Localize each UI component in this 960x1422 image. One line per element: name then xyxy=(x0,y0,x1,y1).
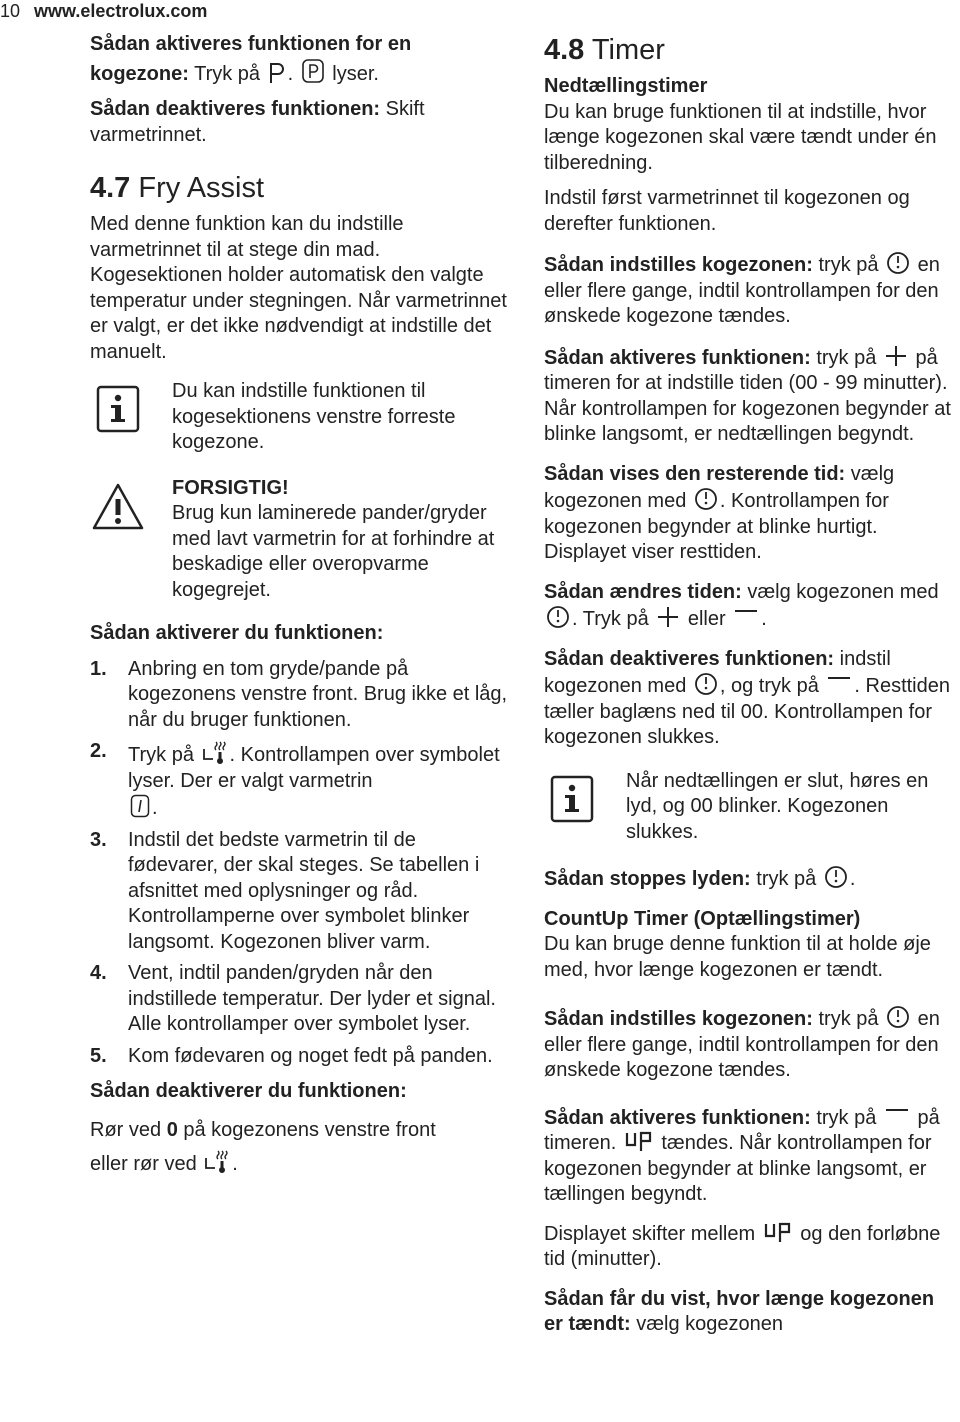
deactivate-instructions: Rør ved 0 på kogezonens venstre front eller rør ved . xyxy=(90,1118,436,1175)
countup-activate: Sådan aktiveres funktionen: tryk på på timeren. tændes. Når kontrollampen for kogezonen begynder at blinke langsomt, er tællingen begyndt. xyxy=(544,1104,958,1208)
timer-icon xyxy=(886,1005,910,1029)
caution-text: Brug kun laminerede pander/gryder med lavt varmetrin for at forhindre at beskadige eller overopvarme kogegrejet. xyxy=(172,502,495,601)
deactivate-heading: Sådan deaktiverer du funktionen: xyxy=(90,1080,407,1102)
left-column xyxy=(90,32,510,1181)
caution-body xyxy=(172,476,510,604)
fry-assist-description: Med denne funktion kan du indstille varmetrinnet til at stege din mad. Kogesektionen holder automatisk den valgte temperatur under stegningen. Når varmetrinnet er valgt, er det ikke nødvendigt at indstille det manuelt. xyxy=(90,213,507,363)
stop-sound: Sådan stoppes lyden: tryk på . xyxy=(544,865,958,893)
fry-assist-icon xyxy=(204,1148,230,1174)
display-toggle: Displayet skifter mellem og den forløbne tid (minutter). xyxy=(544,1222,941,1270)
page-number: 10 xyxy=(0,1,21,21)
countup-set-zone: Sådan indstilles kogezonen: tryk på en eller flere gange, indtil kontrollampen for den ønskede kogezone tændes. xyxy=(544,1005,958,1084)
change-time: Sådan ændres tiden: vælg kogezonen med . Tryk på eller . xyxy=(544,580,939,630)
intro-deactivate-label: Sådan deaktiveres funktionen: xyxy=(90,98,381,120)
list-item: 4. Vent, indtil panden/gryden når den indstillede temperatur. Der lyder et signal. Alle kontrollamper over symbolet lyser. xyxy=(90,962,496,1035)
timer-icon xyxy=(886,251,910,275)
fry-assist-icon xyxy=(202,739,228,765)
deactivate-countdown: Sådan deaktiveres funktionen: indstil kogezonen med , og tryk på . Resttiden tæller baglæns ned til 00. Kontrollampen for kogezonen slukkes. xyxy=(544,647,950,748)
page-header xyxy=(0,0,207,22)
caution-title: FORSIGTIG! xyxy=(172,476,289,499)
countdown-first: Indstil først varmetrinnet til kogezonen og derefter funktionen. xyxy=(544,187,910,235)
section-number: 4.8 xyxy=(544,34,585,66)
list-item: 1. Anbring en tom gryde/pande på kogezonens venstre front. Brug ikke et låg, når du bruger funktionen. xyxy=(90,657,508,731)
plus-icon xyxy=(884,344,908,368)
section-title: Fry Assist xyxy=(138,172,265,204)
set-zone: Sådan indstilles kogezonen: tryk på en eller flere gange, indtil kontrollampen for den ønskede kogezone tændes. xyxy=(544,251,958,330)
intro-activate: Sådan aktiveres funktionen for en kogezone: Tryk på . lyser. xyxy=(90,33,412,85)
intro-deactivate-text: Skift varmetrinnet. xyxy=(90,98,425,146)
timer-icon xyxy=(824,865,848,889)
p-key-icon xyxy=(301,58,325,84)
activate-countdown: Sådan aktiveres funktionen: tryk på på timeren for at indstille tiden (00 - 99 minutter). Når kontrollampen for kogezonen begynder at blinke langsomt, er nedtællingen begyndt. xyxy=(544,344,958,448)
plus-icon xyxy=(656,605,680,629)
timer-icon xyxy=(546,605,570,629)
site-url: www.electrolux.com xyxy=(34,1,208,21)
info-note xyxy=(544,769,958,846)
list-item: 3. Indstil det bedste varmetrin til de fødevarer, der skal steges. Se tabellen i afsnittet med oplysninger og råd. Kontrollamperne over symbolet blinker langsomt. Kogezonen bliver varm. xyxy=(90,828,480,953)
up-display-icon xyxy=(624,1131,654,1153)
countup-description: Du kan bruge denne funktion til at holde øje med, hvor længe kogezonen er tændt. xyxy=(544,933,931,981)
intro-deactivate xyxy=(90,97,510,148)
info-icon xyxy=(544,775,600,825)
info-note xyxy=(90,379,510,456)
section-heading-4-8 xyxy=(544,32,958,68)
minus-icon xyxy=(884,1104,910,1128)
caution-note xyxy=(90,476,510,604)
heat-level-1-icon xyxy=(130,794,150,818)
info-icon xyxy=(90,385,146,435)
section-title: Timer xyxy=(591,34,665,66)
minus-icon xyxy=(826,672,852,696)
countdown-description: Du kan bruge funktionen til at indstille, hvor længe kogezonen skal være tændt under én tilberedning. xyxy=(544,100,937,174)
section-heading-4-7 xyxy=(90,170,510,206)
minus-icon xyxy=(733,605,759,629)
section-number: 4.7 xyxy=(90,172,131,204)
info-note-text: Du kan indstille funktionen til kogesektionens venstre forreste kogezone. xyxy=(172,380,456,453)
steps-list xyxy=(90,657,510,1070)
list-item: 2. Tryk på . Kontrollampen over symbolet lyser. Der er valgt varmetrin . xyxy=(90,740,500,819)
info-note-text: Når nedtællingen er slut, høres en lyd, og 00 blinker. Kogezonen slukkes. xyxy=(626,769,929,843)
intro-activate-label: Sådan aktiveres funktionen for en kogezone: xyxy=(90,33,412,85)
up-display-icon xyxy=(763,1222,793,1244)
timer-icon xyxy=(694,487,718,511)
timer-icon xyxy=(694,672,718,696)
activate-heading: Sådan aktiverer du funktionen: xyxy=(90,622,384,644)
countdown-heading: Nedtællingstimer xyxy=(544,75,708,97)
intro-activate-text: Tryk på xyxy=(194,62,261,85)
intro-activate-end: lyser. xyxy=(332,62,379,85)
p-letter-icon xyxy=(268,62,286,84)
list-item: 5. Kom fødevaren og noget fedt på panden. xyxy=(90,1044,493,1067)
warning-triangle-icon xyxy=(90,482,146,532)
right-column xyxy=(544,32,958,1338)
countup-heading: CountUp Timer (Optællingstimer) xyxy=(544,907,861,930)
remaining-time: Sådan vises den resterende tid: vælg kogezonen med . Kontrollampen for kogezonen begynder at blinke hurtigt. Displayet viser resttiden. xyxy=(544,462,895,563)
how-long-on: Sådan får du vist, hvor længe kogezonen er tændt: vælg kogezonen xyxy=(544,1287,935,1335)
